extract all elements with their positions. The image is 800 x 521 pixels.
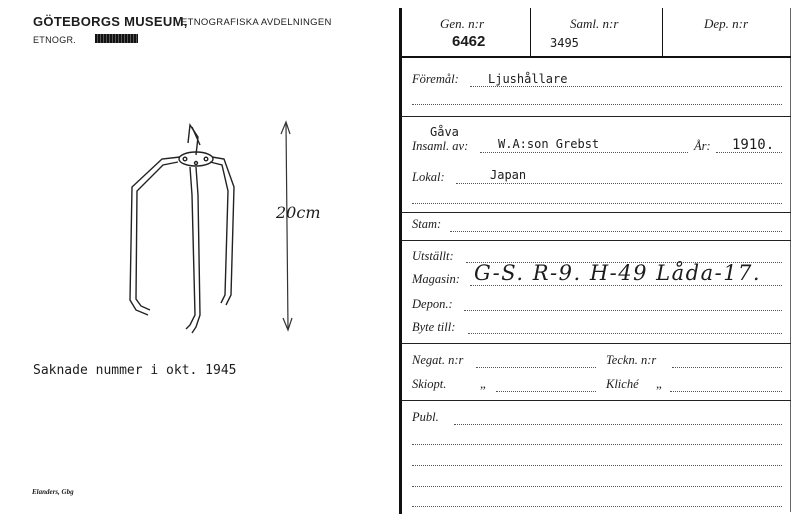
printer-imprint: Elanders, Gbg — [32, 488, 74, 496]
insaml-label: Insaml. av: — [412, 139, 469, 153]
publ-label: Publ. — [412, 410, 439, 424]
magasin-value: G-S. R-9. H-49 Låda-17. — [474, 261, 762, 285]
byte-line — [468, 333, 782, 334]
utstallt-label: Utställt: — [412, 249, 454, 263]
etnogr-label: ETNOGR. — [33, 35, 77, 45]
foremal-value: Ljushållare — [488, 72, 568, 86]
gen-number-value: 6462 — [452, 33, 486, 50]
magasin-label: Magasin: — [412, 272, 460, 286]
depon-line — [464, 310, 782, 311]
size-annotation: 20cm — [276, 203, 321, 222]
saml-number-value: 3495 — [550, 36, 579, 50]
publ-line-2 — [412, 444, 782, 445]
column-rule-2 — [662, 8, 663, 56]
kliche-ditto: „ — [656, 376, 662, 391]
lokal-line-2 — [412, 203, 782, 204]
publ-line-4 — [412, 486, 782, 487]
kliche-line — [670, 391, 782, 392]
depon-label: Depon.: — [412, 297, 453, 311]
column-rule-1 — [530, 8, 531, 56]
ar-value: 1910. — [732, 137, 775, 153]
teckn-label: Teckn. n:r — [606, 353, 657, 367]
lokal-line — [456, 183, 782, 184]
lokal-label: Lokal: — [412, 170, 445, 184]
card-divider — [399, 8, 402, 514]
negat-label: Negat. n:r — [412, 353, 464, 367]
card-right-edge — [790, 8, 791, 512]
rule-foremal — [401, 116, 791, 117]
negat-line — [476, 367, 596, 368]
foremal-line — [470, 86, 782, 87]
byte-label: Byte till: — [412, 320, 456, 334]
insaml-value: W.A:son Grebst — [498, 137, 600, 151]
skiopt-label: Skiopt. — [412, 377, 447, 391]
rule-skiopt — [401, 400, 791, 401]
publ-line-5 — [412, 506, 782, 507]
publ-line-3 — [412, 465, 782, 466]
rule-byte — [401, 343, 791, 344]
publ-line-1 — [454, 424, 782, 425]
stam-label: Stam: — [412, 217, 442, 231]
stam-line — [450, 231, 782, 232]
missing-number-note: Saknade nummer i okt. 1945 — [33, 363, 237, 378]
struck-out-text — [95, 34, 138, 43]
skiopt-ditto: „ — [480, 376, 486, 391]
foremal-line-2 — [412, 104, 782, 105]
lokal-value: Japan — [490, 168, 527, 182]
height-arrow — [276, 118, 346, 333]
skiopt-line — [496, 391, 596, 392]
rule-lokal — [401, 212, 791, 213]
gen-number-label: Gen. n:r — [440, 16, 485, 31]
saml-number-label: Saml. n:r — [570, 16, 619, 31]
teckn-line — [672, 367, 782, 368]
ar-label: År: — [694, 139, 711, 153]
header-rule — [401, 56, 791, 58]
department-name: ETNOGRAFISKA AVDELNINGEN — [181, 17, 332, 28]
rule-stam — [401, 240, 791, 241]
kliche-label: Kliché — [606, 377, 639, 391]
foremal-label: Föremål: — [412, 72, 459, 86]
gava-note: Gåva — [430, 125, 459, 139]
dep-number-label: Dep. n:r — [704, 16, 749, 31]
insaml-line — [480, 152, 688, 153]
museum-name: GÖTEBORGS MUSEUM, — [33, 14, 188, 29]
magasin-line — [470, 285, 782, 286]
